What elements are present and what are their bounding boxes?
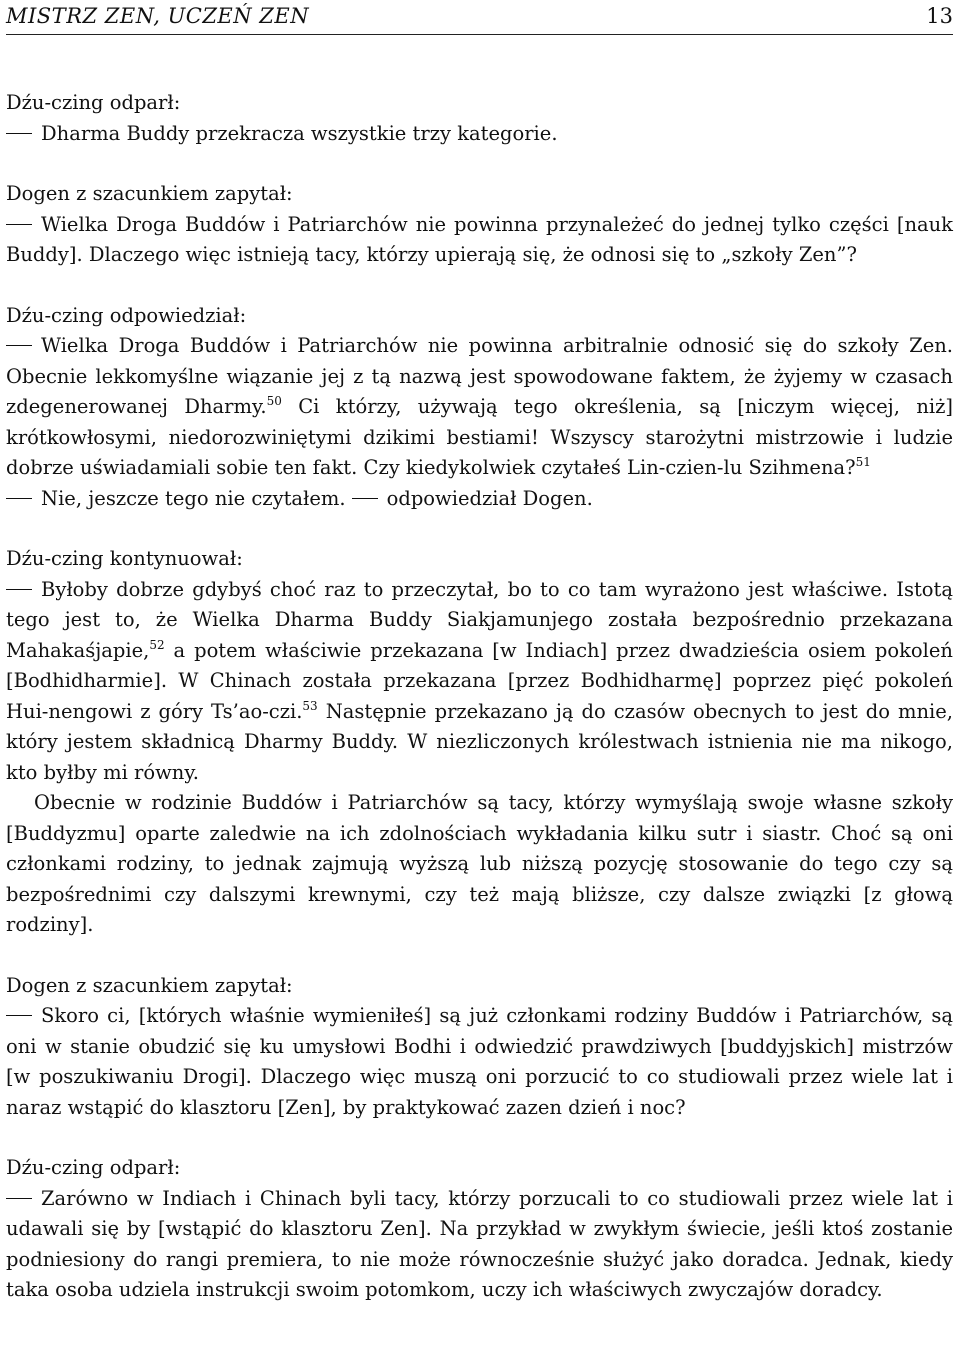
utterance-text: Ci którzy, używają tego określenia, są [niczym więcej, niż] krótkowłosymi, niedorozwiniętymi dzikimi bestiami! Wszyscy starożytni mistrzowie i ludzie dobrze uświadamiali sobie ten fakt. Czy kiedykolwiek czytałeś Lin-czien-lu Szihmena? [6, 395, 953, 479]
utterance-text: Następnie przekazano ją do czasów obecnych to jest do mnie, który jestem składnicą Dharmy Buddy. W niezliczonych królestwach istnienia nie ma nikogo, kto byłby mi równy. [6, 699, 953, 784]
speaker-line: Dźu-czing odpowiedział: [6, 303, 247, 327]
dialogue-block [6, 88, 953, 149]
speaker-line: Dźu-czing odparł: [6, 1156, 181, 1179]
dialogue-block [6, 544, 953, 941]
speaker-line: Dźu-czing kontynuował: [6, 547, 243, 570]
speaker-line: Dogen z szacunkiem zapytał: [6, 182, 293, 205]
footnote-marker: 53 [302, 698, 318, 713]
utterance [6, 1001, 953, 1123]
em-dash-rule [352, 498, 378, 499]
utterance-text: Dharma Buddy przekracza wszystkie trzy kategorie. [41, 121, 558, 145]
utterance-text: Skoro ci, [których właśnie wymieniłeś] są już członkami rodziny Buddów i Patriarchów, są oni w stanie obudzić się ku umysłowi Bodhi i odwiedzić prawdziwych [buddyjskich] mistrzów [w poszukiwaniu Drogi]. Dlaczego więc muszą oni porzucić to co studiowali przez wiele lat i naraz wstąpić do klasztoru [Zen], by praktykować zazen dzień i noc? [6, 1004, 953, 1119]
utterance [6, 331, 953, 484]
utterance-text: Wielka Droga Buddów i Patriarchów nie powinna arbitralnie odnosić się do szkoły Zen. Obecnie lekkomyślne wiązanie jej z tą nazwą jest spowodowane faktem, że żyjemy w czasach zdegenerowanej Dharmy. [6, 334, 953, 418]
running-header [6, 0, 953, 35]
em-dash-rule [6, 133, 32, 134]
reply-text: Nie, jeszcze tego nie czytałem. [41, 486, 346, 510]
speaker-line: Dźu-czing odparł: [6, 91, 181, 114]
em-dash-rule [6, 589, 32, 590]
em-dash-rule [6, 1015, 32, 1016]
utterance [6, 119, 953, 150]
utterance-text: Zarówno w Indiach i Chinach byli tacy, którzy porzucali to co studiowali przez wiele lat i udawali się by [wstąpić do klasztoru Zen]. Na przykład w zwykłym świecie, jeśli ktoś zostanie podniesiony do rangi premiera, to nie może równocześnie służyć jako doradca. Jednak, kiedy taka osoba udziela instrukcji swoim potomkom, uczy ich właściwych zwyczajów doradcy. [6, 1186, 953, 1301]
em-dash-rule [6, 498, 32, 499]
em-dash-rule [6, 345, 32, 346]
footnote-marker: 50 [266, 394, 282, 408]
running-title: MISTRZ ZEN, UCZEŃ ZEN [6, 4, 310, 28]
reply-attribution: odpowiedział Dogen. [386, 486, 593, 510]
dialogue-block [6, 301, 953, 515]
utterance [6, 210, 953, 271]
reply-line [6, 484, 953, 515]
utterance [6, 1184, 953, 1306]
dialogue-block [6, 1153, 953, 1306]
utterance-text: Wielka Droga Buddów i Patriarchów nie powinna przynależeć do jednej tylko części [nauk Buddy]. Dlaczego więc istnieją tacy, którzy upierają się, że odnosi się to „szkoły Zen”? [6, 212, 953, 266]
utterance [6, 575, 953, 789]
footnote-marker: 52 [149, 637, 165, 652]
footnote-marker: 51 [855, 455, 871, 469]
em-dash-rule [6, 224, 32, 225]
utterance-text: a potem właściwie przekazana [w Indiach] przez dwadzieścia osiem pokoleń [Bodhidharmie]. W Chinach została przekazana [przez Bodhidharmę] poprzez pięć pokoleń Hui-nengowi z góry Ts’ao-czi. [6, 638, 953, 723]
speaker-line: Dogen z szacunkiem zapytał: [6, 973, 293, 997]
utterance-text: Byłoby dobrze gdybyś choć raz to przeczytał, bo to co tam wyrażono jest właściwe. Istotą tego jest to, że Wielka Dharma Buddy Siakjamunjego została bezpośrednio przekazana Mahakaśjapie, [6, 577, 953, 662]
paragraph: Obecnie w rodzinie Buddów i Patriarchów są tacy, którzy wymyślają swoje własne szkoły [Buddyzmu] oparte zaledwie na ich zdolnościach wykładania kilku sutr i siastr. Choć są oni członkami rodziny, to jednak zajmują wyższą lub niższą pozycję stosowanie do tego czy są bezpośrednimi czy dalszymi krewnymi, czy też mają bliższe, czy dalsze związki [z głową rodziny]. [6, 791, 953, 936]
document-body [6, 88, 953, 1306]
em-dash-rule [6, 1198, 32, 1199]
dialogue-block [6, 179, 953, 271]
page-number: 13 [926, 4, 953, 28]
dialogue-block [6, 971, 953, 1124]
